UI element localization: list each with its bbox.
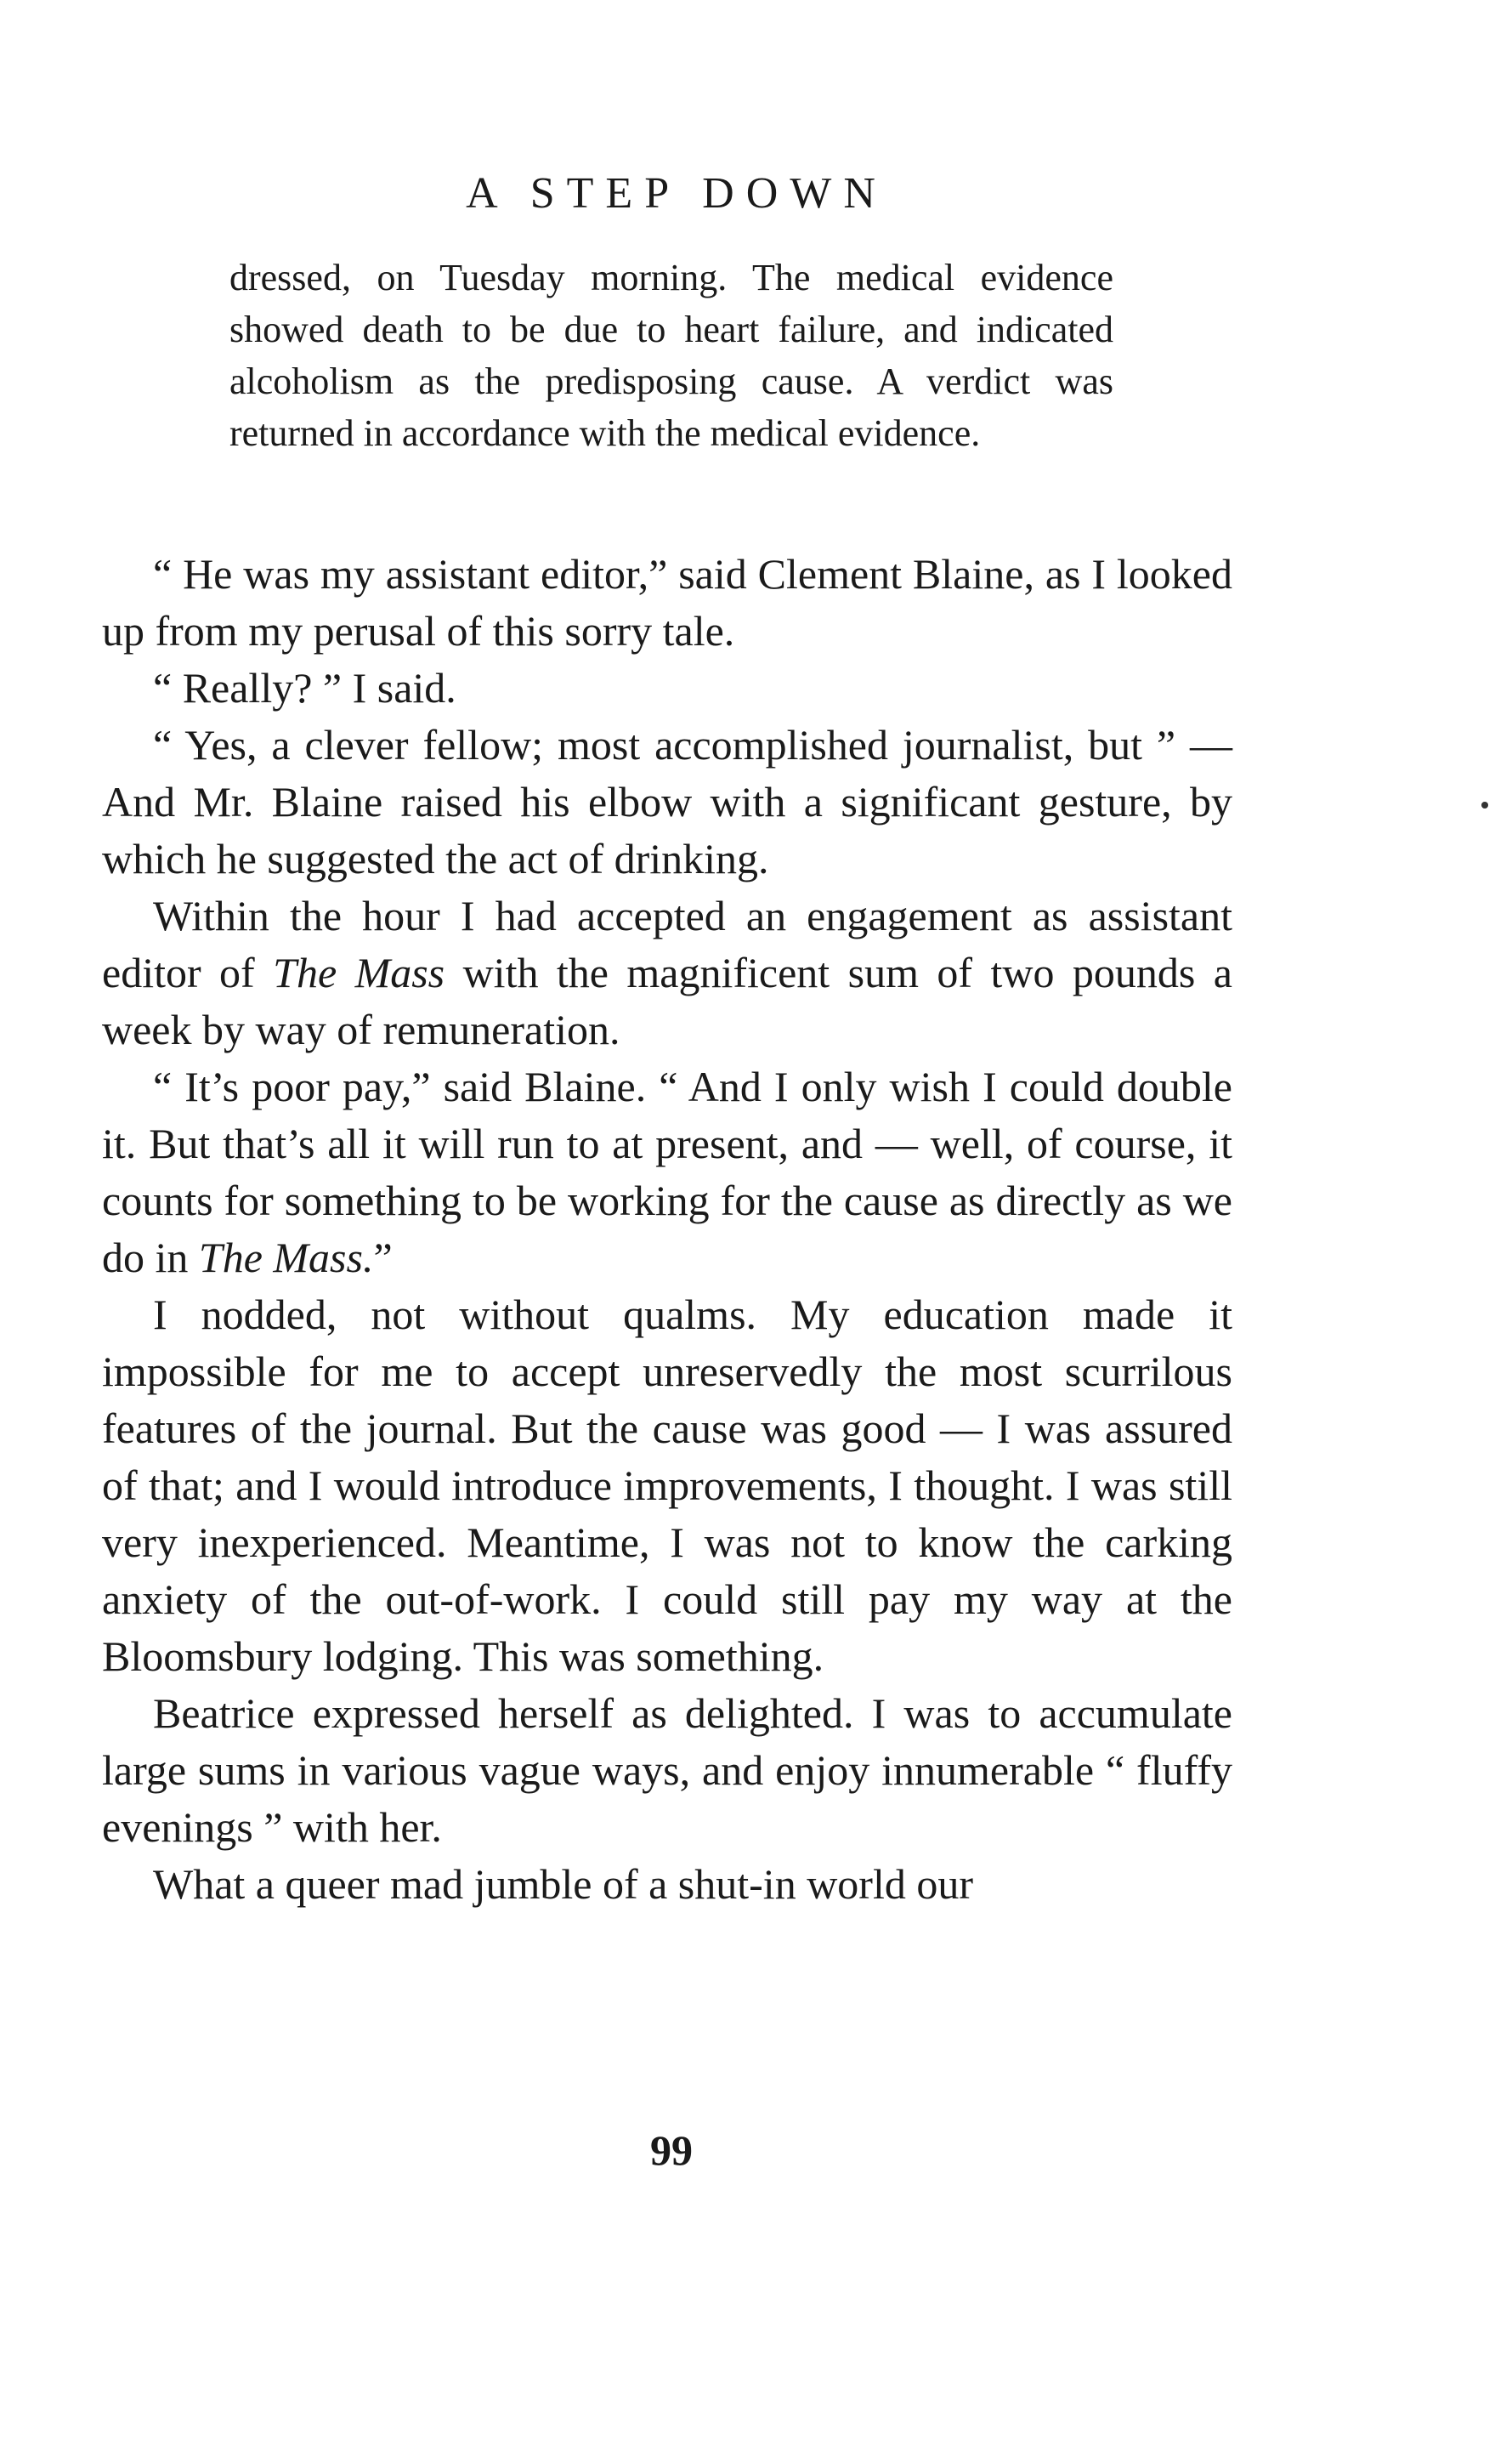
paragraph-1: “ He was my assistant editor,” said Clement Blaine, as I looked up from my perusal of this sorry tale. <box>102 550 1232 655</box>
newspaper-extract: dressed, on Tuesday morning. The medical evidence showed death to be due to heart failure, and indicated alcoholism as the predisposing cause. A verdict was returned in accordance with the medical evidence. <box>229 257 1113 454</box>
paragraph-3: “ Yes, a clever fellow; most accomplished journalist, but ” — And Mr. Blaine raised his elbow with a significant gesture, by which he suggested the act of drinking. <box>102 721 1232 882</box>
paragraph-5-text-a: “ It’s poor pay,” said Blaine. “ And I only wish I could double it. But that’s all it will run to at present, and — well, of course, it counts for something to be working for the cause as directly as we do in <box>102 1063 1232 1281</box>
paragraph-2: “ Really? ” I said. <box>153 664 456 712</box>
paragraph-5 <box>102 1058 1232 1286</box>
journal-title: The Mass <box>273 949 445 996</box>
paragraph-4-text-a: Within the hour I had accepted an engagement as assistant editor of <box>102 892 1232 996</box>
journal-title: The Mass. <box>198 1234 374 1281</box>
paragraph-4 <box>102 888 1232 1058</box>
paragraph-6: I nodded, not without qualms. My education made it impossible for me to accept unreservedly the most scurrilous features of the journal. But the cause was good — I was assured of that; and I would introduce improvements, I thought. I was still very inexperienced. Meantime, I was not to know the carking anxiety of the out-of-work. I could still pay my way at the Bloomsbury lodging. This was something. <box>102 1291 1232 1680</box>
body-text <box>102 546 1232 1913</box>
paragraph-7: Beatrice expressed herself as delighted. I was to accumulate large sums in various vague ways, and enjoy innumerable “ fluffy evenings ” with her. <box>102 1689 1232 1851</box>
page-number: 99 <box>650 2126 693 2174</box>
running-head: A STEP DOWN <box>466 169 887 218</box>
paragraph-5-text-b: ” <box>373 1234 393 1281</box>
scan-speck <box>1481 802 1488 809</box>
paragraph-8: What a queer mad jumble of a shut-in world our <box>153 1860 973 1908</box>
paragraph-4-text-b: with the magnificent sum of two pounds a week by way of remuneration. <box>102 949 1232 1053</box>
